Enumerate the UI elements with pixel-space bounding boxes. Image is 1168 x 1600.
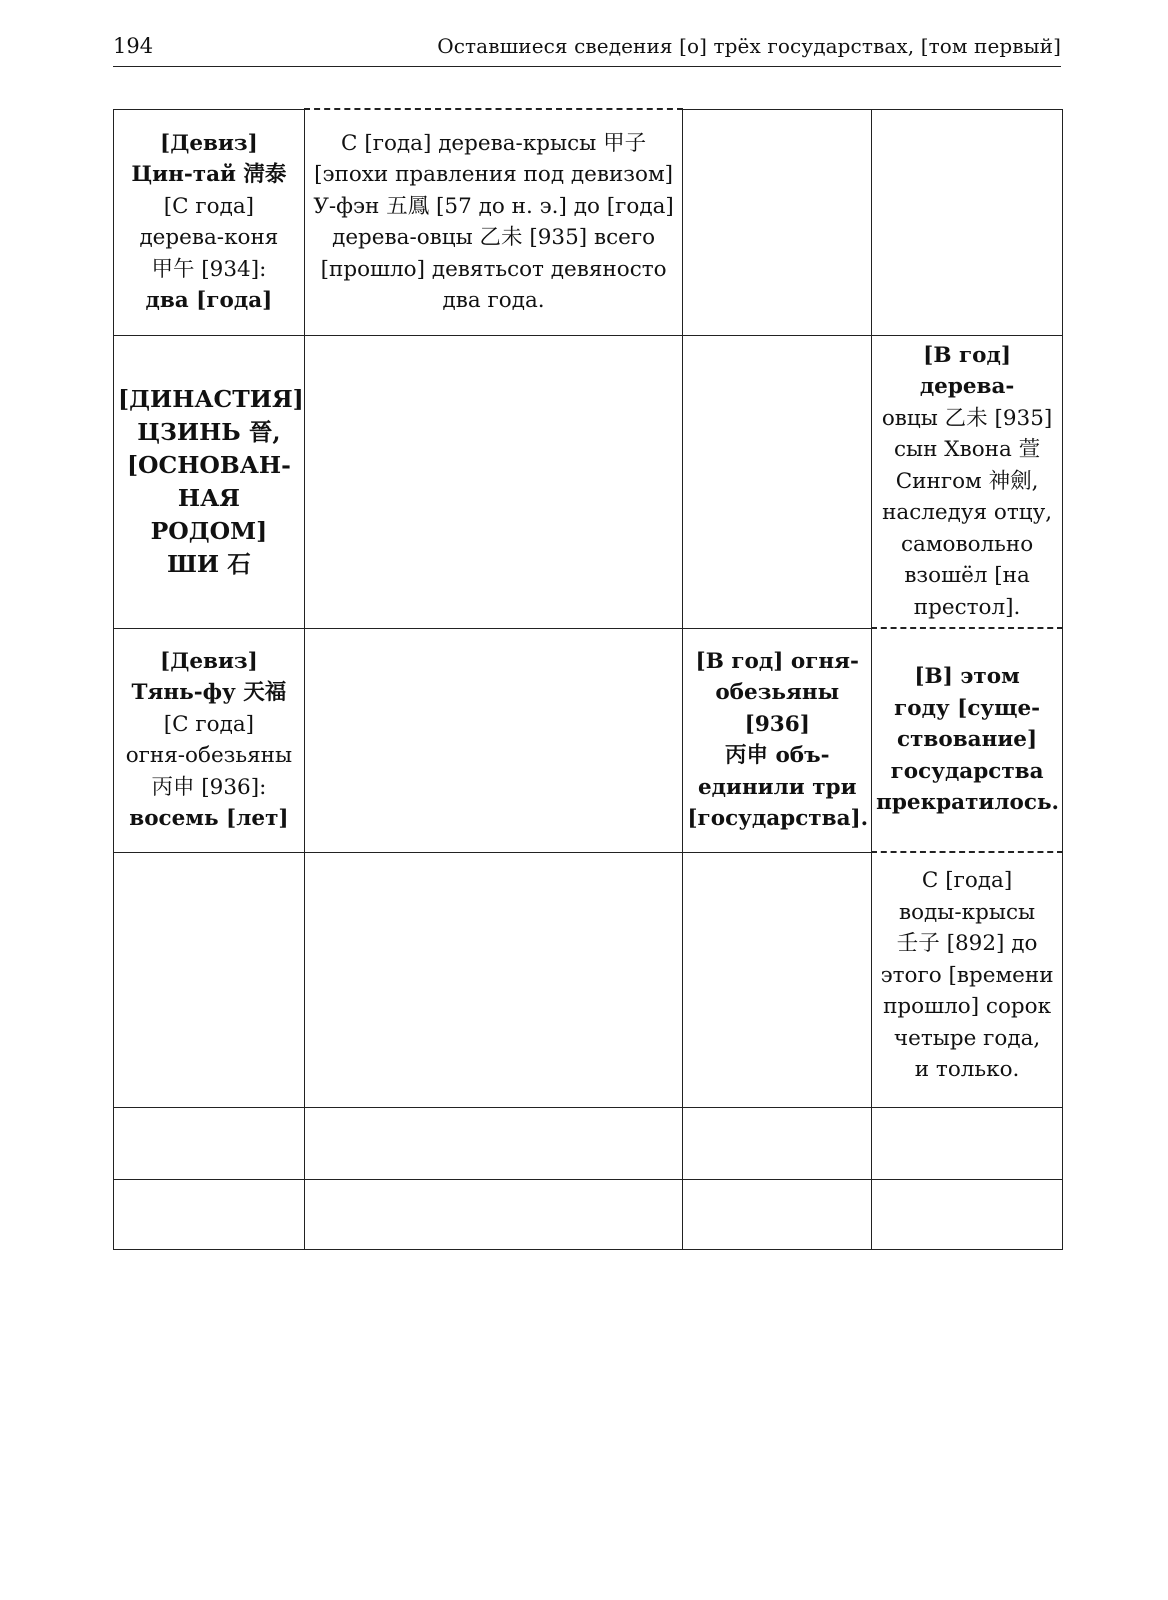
text-line: два [года] bbox=[145, 288, 273, 313]
cell-silla bbox=[304, 109, 683, 335]
text-line: престол]. bbox=[913, 594, 1021, 620]
text-line: единили три bbox=[697, 774, 857, 800]
cell-silla bbox=[304, 628, 683, 852]
table-row bbox=[114, 109, 1063, 335]
text-line: 壬子 [892] до bbox=[896, 931, 1038, 956]
text-line: обезьяны [936] bbox=[715, 680, 840, 737]
cell-goryeo bbox=[683, 852, 872, 1107]
cell-goryeo bbox=[683, 335, 872, 628]
text-line: и только. bbox=[914, 1057, 1020, 1082]
text-line: [прошло] девятьсот девяносто bbox=[320, 256, 667, 282]
text-line: Сингом 神劍, bbox=[895, 468, 1039, 494]
cell-goryeo bbox=[683, 1179, 872, 1249]
cell-later-baekje bbox=[872, 1179, 1063, 1249]
cell-later-baekje bbox=[872, 852, 1063, 1107]
cell-era-motto bbox=[114, 1107, 305, 1179]
cell-later-baekje bbox=[872, 1107, 1063, 1179]
page-header bbox=[113, 30, 1061, 67]
text-line: прошло] сорок bbox=[883, 994, 1052, 1019]
text-line: сын Хвона 萱 bbox=[893, 437, 1041, 462]
text-line: [Девиз] bbox=[160, 648, 258, 674]
text-line: [государства]. bbox=[687, 806, 869, 831]
cell-later-baekje bbox=[872, 109, 1063, 335]
text-line: четыре года, bbox=[893, 1025, 1041, 1051]
cell-era-motto bbox=[114, 628, 305, 852]
text-line: дерева-овцы 乙未 [935] всего bbox=[332, 225, 656, 251]
cell-goryeo bbox=[683, 109, 872, 335]
cell-dynasty bbox=[114, 335, 305, 628]
text-line: году [суще- bbox=[894, 695, 1041, 721]
cell-goryeo bbox=[683, 628, 872, 852]
text-line: [Девиз] bbox=[160, 130, 258, 156]
text-line: [С года] bbox=[163, 193, 255, 219]
text-line: наследуя отцу, bbox=[882, 500, 1053, 525]
text-line: государства bbox=[890, 758, 1044, 784]
text-line: 甲午 [934]: bbox=[151, 256, 267, 282]
cell-silla bbox=[304, 335, 683, 628]
text-line: взошёл [на bbox=[904, 563, 1030, 588]
text-line: С [года] bbox=[921, 868, 1013, 893]
text-line: восемь [лет] bbox=[129, 806, 289, 831]
table-row bbox=[114, 852, 1063, 1107]
text-line: дерева-коня bbox=[139, 225, 279, 250]
text-line: этого [времени bbox=[880, 962, 1054, 988]
text-line: [С года] bbox=[163, 711, 255, 737]
text-line: [ДИНАСТИЯ] bbox=[118, 384, 304, 413]
text-line: [В год] дерева- bbox=[919, 342, 1015, 399]
text-line: С [года] дерева-крысы 甲子 bbox=[341, 130, 647, 156]
cell-silla bbox=[304, 852, 683, 1107]
text-line: овцы 乙未 [935] bbox=[881, 405, 1053, 431]
cell-silla bbox=[304, 1179, 683, 1249]
text-line: самовольно bbox=[900, 531, 1034, 557]
running-title: Оставшиеся сведения [о] трёх государствах, [том первый] bbox=[437, 34, 1061, 58]
text-line: [эпохи правления под девизом] bbox=[314, 162, 674, 188]
table-row bbox=[114, 1107, 1063, 1179]
text-line: прекратилось. bbox=[876, 790, 1060, 816]
text-line: У-фэн 五鳳 [57 до н. э.] до [года] bbox=[313, 193, 674, 219]
cell-era-motto bbox=[114, 852, 305, 1107]
text-line: ШИ 石 bbox=[167, 549, 251, 578]
cell-era-motto bbox=[114, 109, 305, 335]
cell-goryeo bbox=[683, 1107, 872, 1179]
text-line: [В год] огня- bbox=[695, 648, 859, 674]
text-line: Цин-тай 淸泰 bbox=[131, 162, 287, 187]
cell-silla bbox=[304, 1107, 683, 1179]
page-number: 194 bbox=[113, 34, 154, 58]
text-line: ствование] bbox=[897, 727, 1038, 753]
text-line: воды-крысы bbox=[899, 899, 1036, 925]
table-row bbox=[114, 1179, 1063, 1249]
text-line: ЦЗИНЬ 晉, bbox=[137, 417, 281, 446]
cell-later-baekje bbox=[872, 335, 1063, 628]
text-line: два года. bbox=[442, 288, 545, 314]
text-line: Тянь-фу 天福 bbox=[131, 680, 287, 705]
chronology-table bbox=[113, 108, 1063, 1250]
table-row bbox=[114, 335, 1063, 628]
text-line: 丙申 [936]: bbox=[151, 774, 267, 800]
cell-later-baekje bbox=[872, 628, 1063, 852]
text-line: НАЯ РОДОМ] bbox=[150, 483, 268, 545]
text-line: огня-обезьяны bbox=[125, 743, 293, 768]
text-line: 丙申 объ- bbox=[724, 743, 830, 768]
table-row bbox=[114, 628, 1063, 852]
text-line: [ОСНОВАН- bbox=[126, 450, 291, 479]
cell-era-motto bbox=[114, 1179, 305, 1249]
text-line: [В] этом bbox=[914, 664, 1020, 690]
